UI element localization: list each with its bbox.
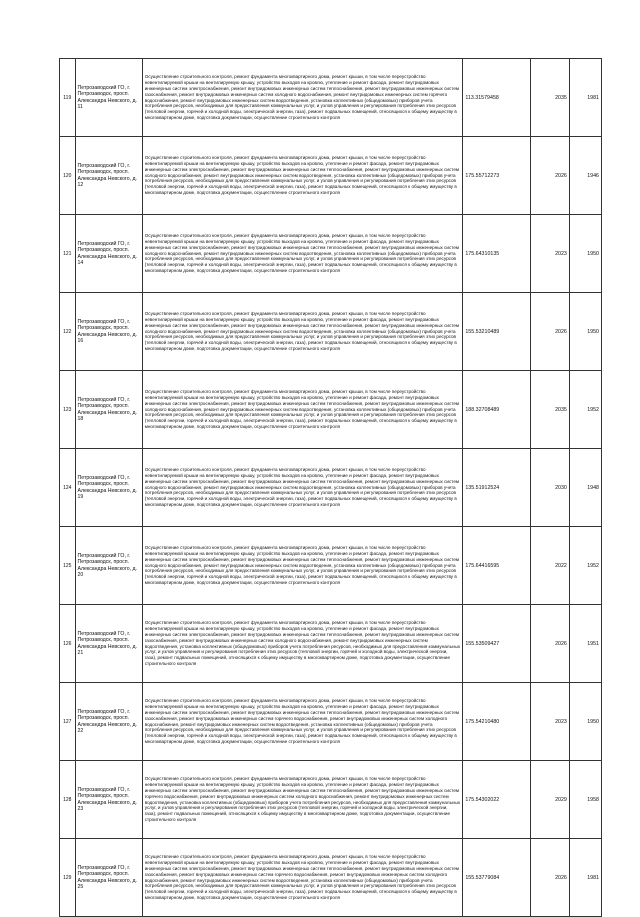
- repair-year-cell-text: 2035: [555, 406, 567, 413]
- row-number-cell-text: 122: [63, 328, 72, 335]
- row-number-cell: [60, 527, 76, 605]
- repair-year-cell: [530, 59, 569, 137]
- cost-cell: [463, 371, 530, 449]
- build-year-cell-text: 1952: [587, 406, 599, 413]
- repair-year-cell-text: 2026: [555, 640, 567, 647]
- row-number-cell-text: 125: [63, 562, 72, 569]
- cost-cell-text: 155.53210489: [465, 328, 500, 335]
- cost-cell: [463, 215, 530, 293]
- repair-year-cell-text: 2026: [555, 328, 567, 335]
- row-number-cell-text: 129: [63, 874, 72, 881]
- address-cell: [75, 371, 142, 449]
- row-number-cell: [60, 59, 76, 137]
- row-number-cell: [60, 683, 76, 761]
- repair-year-cell-text: 2030: [555, 484, 567, 491]
- build-year-cell-text: 1981: [587, 94, 599, 101]
- table-row: [60, 59, 602, 137]
- work-list-cell: [142, 215, 463, 293]
- capital-repair-table: [59, 58, 602, 917]
- repair-year-cell-text: 2026: [555, 874, 567, 881]
- row-number-cell-text: 123: [63, 406, 72, 413]
- build-year-cell-text: 1950: [587, 718, 599, 725]
- table-row: [60, 605, 602, 683]
- address-cell: [75, 137, 142, 215]
- table-body: [60, 59, 602, 917]
- address-cell-text: Петрозаводский ГО, г. Петрозаводск, просп. Александра Невского, д. 18: [77, 396, 137, 422]
- build-year-cell-text: 1948: [587, 484, 599, 491]
- row-number-cell-text: 121: [63, 250, 72, 257]
- cost-cell-text: 155.53509427: [465, 640, 500, 647]
- row-number-cell: [60, 137, 76, 215]
- build-year-cell: [569, 215, 601, 293]
- table-row: [60, 137, 602, 215]
- work-list-cell-text: Осуществление строительного контроля, ремонт фундамента многоквартирного дома, ремонт крыши, в том числе переустройство невентилируемой крыши на вентилируемую крышу, устройство выходов на кровлю, утепление и ремонт фасада, ремонт внутридомовых инженерных систем электроснабжения, ремонт внутридомовых инженерных систем теплоснабжения, ремонт внутридомовых инженерных систем газоснабжения, ремонт внутридомовых инженерных систем горячего водоснабжения, ремонт внутридомовых инженерных систем холодного водоснабжения, ремонт внутридомовых инженерных систем водоотведения, установка коллективных (общедомовых) приборов учета потребления ресурсов, необходимых для предоставления коммунальных услуг, и узлов управления и регулирования потребления этих ресурсов (тепловой энергии, горячей и холодной воды, электрической энергии, газа), ремонт подвальных помещений, относящихся к общему имуществу в многоквартирном доме, подготовка документации, осуществление строительного контроля: [144, 854, 460, 900]
- repair-year-cell-text: 2035: [555, 94, 567, 101]
- address-cell: [75, 215, 142, 293]
- repair-year-cell-text: 2023: [555, 718, 567, 725]
- work-list-cell-text: Осуществление строительного контроля, ремонт фундамента многоквартирного дома, ремонт крыши, в том числе переустройство невентилируемой крыши на вентилируемую крышу, устройство выходов на кровлю, утепление и ремонт фасада, ремонт внутридомовых инженерных систем электроснабжения, ремонт внутридомовых инженерных систем теплоснабжения, ремонт внутридомовых инженерных систем холодного водоснабжения, ремонт внутридомовых инженерных систем водоотведения, установка коллективных (общедомовых) приборов учета потребления ресурсов, необходимых для предоставления коммунальных услуг, и узлов управления и регулирования потребления этих ресурсов (тепловой энергии, горячей и холодной воды, электрической энергии, газа), ремонт подвальных помещений, относящихся к общему имуществу в многоквартирном доме, подготовка документации, осуществление строительного контроля: [144, 311, 460, 352]
- repair-year-cell: [530, 527, 569, 605]
- row-number-cell: [60, 215, 76, 293]
- build-year-cell: [569, 293, 601, 371]
- row-number-cell: [60, 293, 76, 371]
- cost-cell: [463, 293, 530, 371]
- row-number-cell: [60, 371, 76, 449]
- build-year-cell-text: 1946: [587, 172, 599, 179]
- work-list-cell-text: Осуществление строительного контроля, ремонт фундамента многоквартирного дома, ремонт крыши, в том числе переустройство невентилируемой крыши на вентилируемую крышу, устройство выходов на кровлю, утепление и ремонт фасада, ремонт внутридомовых инженерных систем электроснабжения, ремонт внутридомовых инженерных систем теплоснабжения, ремонт внутридомовых инженерных систем холодного водоснабжения, ремонт внутридомовых инженерных систем водоотведения, установка коллективных (общедомовых) приборов учета потребления ресурсов, необходимых для предоставления коммунальных услуг, и узлов управления и регулирования потребления этих ресурсов (тепловой энергии, горячей и холодной воды, электрической энергии, газа), ремонт подвальных помещений, относящихся к общему имуществу в многоквартирном доме, подготовка документации, осуществление строительного контроля: [144, 545, 460, 586]
- repair-year-cell-text: 2026: [555, 172, 567, 179]
- row-number-cell: [60, 605, 76, 683]
- cost-cell: [463, 449, 530, 527]
- table-row: [60, 527, 602, 605]
- cost-cell-text: 155.53779084: [465, 874, 500, 881]
- build-year-cell: [569, 683, 601, 761]
- work-list-cell-text: Осуществление строительного контроля, ремонт фундамента многоквартирного дома, ремонт крыши, в том числе переустройство невентилируемой крыши на вентилируемую крышу, устройство выходов на кровлю, утепление и ремонт фасада, ремонт внутридомовых инженерных систем электроснабжения, ремонт внутридомовых инженерных систем теплоснабжения, ремонт внутридомовых инженерных систем холодного водоснабжения, ремонт внутридомовых инженерных систем водоотведения, установка коллективных (общедомовых) приборов учета потребления ресурсов, необходимых для предоставления коммунальных услуг, и узлов управления и регулирования потребления этих ресурсов (тепловой энергии, горячей и холодной воды, электрической энергии, газа), ремонт подвальных помещений, относящихся к общему имуществу в многоквартирном доме, подготовка документации, осуществление строительного контроля: [144, 155, 460, 196]
- repair-year-cell: [530, 449, 569, 527]
- build-year-cell-text: 1952: [587, 562, 599, 569]
- address-cell: [75, 449, 142, 527]
- cost-cell-text: 175.64416595: [465, 562, 500, 569]
- cost-cell-text: 175.54210480: [465, 718, 500, 725]
- work-list-cell-text: Осуществление строительного контроля, ремонт фундамента многоквартирного дома, ремонт крыши, в том числе переустройство невентилируемой крыши на вентилируемую крышу, устройство выходов на кровлю, утепление и ремонт фасада, ремонт внутридомовых инженерных систем электроснабжения, ремонт внутридомовых инженерных систем теплоснабжения, ремонт внутридомовых инженерных систем холодного водоснабжения, ремонт внутридомовых инженерных систем водоотведения, установка коллективных (общедомовых) приборов учета потребления ресурсов, необходимых для предоставления коммунальных услуг, и узлов управления и регулирования потребления этих ресурсов (тепловой энергии, горячей и холодной воды, электрической энергии, газа), ремонт подвальных помещений, относящихся к общему имуществу в многоквартирном доме, подготовка документации, осуществление строительного контроля: [144, 389, 460, 430]
- work-list-cell-text: Осуществление строительного контроля, ремонт фундамента многоквартирного дома, ремонт крыши, в том числе переустройство невентилируемой крыши на вентилируемую крышу, устройство выходов на кровлю, утепление и ремонт фасада, ремонт внутридомовых инженерных систем электроснабжения, ремонт внутридомовых инженерных систем теплоснабжения, ремонт внутридомовых инженерных систем газоснабжения, ремонт внутридомовых инженерных систем холодного водоснабжения, ремонт внутридомовых инженерных систем горячего водоснабжения, ремонт внутридомовых инженерных систем водоотведения, установка коллективных (общедомовых) приборов учета потребления ресурсов, необходимых для предоставления коммунальных услуг, и узлов управления и регулирования потребления этих ресурсов (тепловой энергии, горячей и холодной воды, электрической энергии, газа), ремонт подвальных помещений, относящихся к общему имуществу в многоквартирном доме, подготовка документации, осуществление строительного контроля: [144, 74, 460, 120]
- row-number-cell-text: 120: [63, 172, 72, 179]
- repair-year-cell: [530, 215, 569, 293]
- address-cell-text: Петрозаводский ГО, г. Петрозаводск, просп. Александра Невского, д. 14: [77, 240, 137, 266]
- row-number-cell-text: 124: [63, 484, 72, 491]
- repair-year-cell: [530, 293, 569, 371]
- repair-year-cell-text: 2022: [555, 562, 567, 569]
- build-year-cell-text: 1950: [587, 328, 599, 335]
- work-list-cell-text: Осуществление строительного контроля, ремонт фундамента многоквартирного дома, ремонт крыши, в том числе переустройство невентилируемой крыши на вентилируемую крышу, устройство выходов на кровлю, утепление и ремонт фасада, ремонт внутридомовых инженерных систем электроснабжения, ремонт внутридомовых инженерных систем теплоснабжения, ремонт внутридомовых инженерных систем холодного водоснабжения, ремонт внутридомовых инженерных систем водоотведения, установка коллективных (общедомовых) приборов учета потребления ресурсов, необходимых для предоставления коммунальных услуг, и узлов управления и регулирования потребления этих ресурсов (тепловой энергии, горячей и холодной воды, электрической энергии, газа), ремонт подвальных помещений, относящихся к общему имуществу в многоквартирном доме, подготовка документации, осуществление строительного контроля: [144, 233, 460, 274]
- cost-cell-text: 175.64310135: [465, 250, 500, 257]
- build-year-cell-text: 1950: [587, 250, 599, 257]
- repair-year-cell-text: 2023: [555, 250, 567, 257]
- cost-cell: [463, 527, 530, 605]
- build-year-cell: [569, 527, 601, 605]
- cost-cell-text: 135.51912524: [465, 484, 500, 491]
- table-row: [60, 449, 602, 527]
- build-year-cell-text: 1981: [587, 874, 599, 881]
- work-list-cell: [142, 293, 463, 371]
- address-cell-text: Петрозаводский ГО, г. Петрозаводск, просп. Александра Невского, д. 16: [77, 318, 137, 344]
- address-cell: [75, 59, 142, 137]
- row-number-cell-text: 128: [63, 796, 72, 803]
- build-year-cell: [569, 59, 601, 137]
- cost-cell: [463, 761, 530, 839]
- address-cell: [75, 527, 142, 605]
- address-cell-text: Петрозаводский ГО, г. Петрозаводск, просп. Александра Невского, д. 23: [77, 786, 137, 812]
- build-year-cell: [569, 137, 601, 215]
- repair-year-cell: [530, 683, 569, 761]
- repair-year-cell: [530, 761, 569, 839]
- work-list-cell: [142, 137, 463, 215]
- cost-cell: [463, 59, 530, 137]
- work-list-cell-text: Осуществление строительного контроля, ремонт фундамента многоквартирного дома, ремонт крыши, в том числе переустройство невентилируемой крыши на вентилируемую крышу, устройство выходов на кровлю, утепление и ремонт фасада, ремонт внутридомовых инженерных систем электроснабжения, ремонт внутридомовых инженерных систем теплоснабжения, ремонт внутридомовых инженерных систем газоснабжения, ремонт внутридомовых инженерных систем холодного водоснабжения, ремонт внутридомовых инженерных систем водоотведения, установка коллективных (общедомовых) приборов учета потребления ресурсов, необходимых для предоставления коммунальных услуг, и узлов управления и регулирования потребления этих ресурсов (тепловой энергии, горячей и холодной воды, электрической энергии, газа), ремонт подвальных помещений, относящихся к общему имуществу в многоквартирном доме, подготовка документации, осуществление строительного контроля: [144, 620, 461, 666]
- row-number-cell-text: 126: [63, 640, 72, 647]
- repair-year-cell: [530, 137, 569, 215]
- address-cell-text: Петрозаводский ГО, г. Петрозаводск, просп. Александра Невского, д. 25: [77, 864, 137, 890]
- build-year-cell: [569, 605, 601, 683]
- build-year-cell: [569, 449, 601, 527]
- table-row: [60, 215, 602, 293]
- address-cell-text: Петрозаводский ГО, г. Петрозаводск, просп. Александра Невского, д. 19: [77, 474, 137, 500]
- work-list-cell: [142, 449, 463, 527]
- address-cell: [75, 761, 142, 839]
- address-cell: [75, 683, 142, 761]
- row-number-cell-text: 127: [63, 718, 72, 725]
- row-number-cell-text: 119: [63, 94, 72, 101]
- cost-cell-text: 188.32708489: [465, 406, 500, 413]
- work-list-cell: [142, 371, 463, 449]
- address-cell-text: Петрозаводский ГО, г. Петрозаводск, просп. Александра Невского, д. 21: [77, 630, 137, 656]
- repair-year-cell-text: 2029: [555, 796, 567, 803]
- cost-cell-text: 175.54302022: [465, 796, 500, 803]
- work-list-cell: [142, 605, 463, 683]
- work-list-cell-text: Осуществление строительного контроля, ремонт фундамента многоквартирного дома, ремонт крыши, в том числе переустройство невентилируемой крыши на вентилируемую крышу, устройство выходов на кровлю, утепление и ремонт фасада, ремонт внутридомовых инженерных систем электроснабжения, ремонт внутридомовых инженерных систем теплоснабжения, ремонт внутридомовых инженерных систем холодного водоснабжения, ремонт внутридомовых инженерных систем водоотведения, установка коллективных (общедомовых) приборов учета потребления ресурсов, необходимых для предоставления коммунальных услуг, и узлов управления и регулирования потребления этих ресурсов (тепловой энергии, горячей и холодной воды, электрической энергии, газа), ремонт подвальных помещений, относящихся к общему имуществу в многоквартирном доме, подготовка документации, осуществление строительного контроля: [144, 467, 460, 508]
- work-list-cell-text: Осуществление строительного контроля, ремонт фундамента многоквартирного дома, ремонт крыши, в том числе переустройство невентилируемой крыши на вентилируемую крышу, устройство выходов на кровлю, утепление и ремонт фасада, ремонт внутридомовых инженерных систем электроснабжения, ремонт внутридомовых инженерных систем теплоснабжения, ремонт внутридомовых инженерных систем горячего водоснабжения, ремонт внутридомовых инженерных систем холодного водоснабжения, ремонт внутридомовых инженерных систем водоотведения, установка коллективных (общедомовых) приборов учета потребления ресурсов, необходимых для предоставления коммунальных услуг, и узлов управления и регулирования потребления этих ресурсов (тепловой энергии, горячей и холодной воды, электрической энергии, газа), ремонт подвальных помещений, относящихся к общему имуществу в многоквартирном доме, подготовка документации, осуществление строительного контроля: [144, 776, 461, 822]
- table-row: [60, 761, 602, 839]
- address-cell-text: Петрозаводский ГО, г. Петрозаводск, просп. Александра Невского, д. 22: [77, 708, 137, 734]
- work-list-cell: [142, 761, 463, 839]
- row-number-cell: [60, 761, 76, 839]
- table-row: [60, 683, 602, 761]
- cost-cell-text: 175.55712273: [465, 172, 500, 179]
- work-list-cell-text: Осуществление строительного контроля, ремонт фундамента многоквартирного дома, ремонт крыши, в том числе переустройство невентилируемой крыши на вентилируемую крышу, устройство выходов на кровлю, утепление и ремонт фасада, ремонт внутридомовых инженерных систем электроснабжения, ремонт внутридомовых инженерных систем теплоснабжения, ремонт внутридомовых инженерных систем газоснабжения, ремонт внутридомовых инженерных систем горячего водоснабжения, ремонт внутридомовых инженерных систем холодного водоснабжения, ремонт внутридомовых инженерных систем водоотведения, установка коллективных (общедомовых) приборов учета потребления ресурсов, необходимых для предоставления коммунальных услуг, и узлов управления и регулирования потребления этих ресурсов (тепловой энергии, горячей и холодной воды, электрической энергии, газа), ремонт подвальных помещений, относящихся к общему имуществу в многоквартирном доме, подготовка документации, осуществление строительного контроля: [144, 698, 460, 744]
- address-cell-text: Петрозаводский ГО, г. Петрозаводск, просп. Александра Невского, д. 12: [77, 162, 137, 188]
- cost-cell: [463, 137, 530, 215]
- work-list-cell: [142, 527, 463, 605]
- repair-year-cell: [530, 371, 569, 449]
- address-cell: [75, 605, 142, 683]
- build-year-cell-text: 1951: [587, 640, 599, 647]
- cost-cell-text: 113.31579458: [465, 94, 499, 101]
- address-cell: [75, 293, 142, 371]
- cost-cell: [463, 683, 530, 761]
- build-year-cell: [569, 761, 601, 839]
- build-year-cell-text: 1958: [587, 796, 599, 803]
- cost-cell: [463, 605, 530, 683]
- address-cell-text: Петрозаводский ГО, г. Петрозаводск, просп. Александра Невского, д. 11: [77, 84, 137, 110]
- work-list-cell: [142, 683, 463, 761]
- address-cell-text: Петрозаводский ГО, г. Петрозаводск, просп. Александра Невского, д. 20: [77, 552, 137, 578]
- build-year-cell: [569, 371, 601, 449]
- table-row: [60, 371, 602, 449]
- row-number-cell: [60, 449, 76, 527]
- table-row: [60, 293, 602, 371]
- work-list-cell: [142, 59, 463, 137]
- repair-year-cell: [530, 605, 569, 683]
